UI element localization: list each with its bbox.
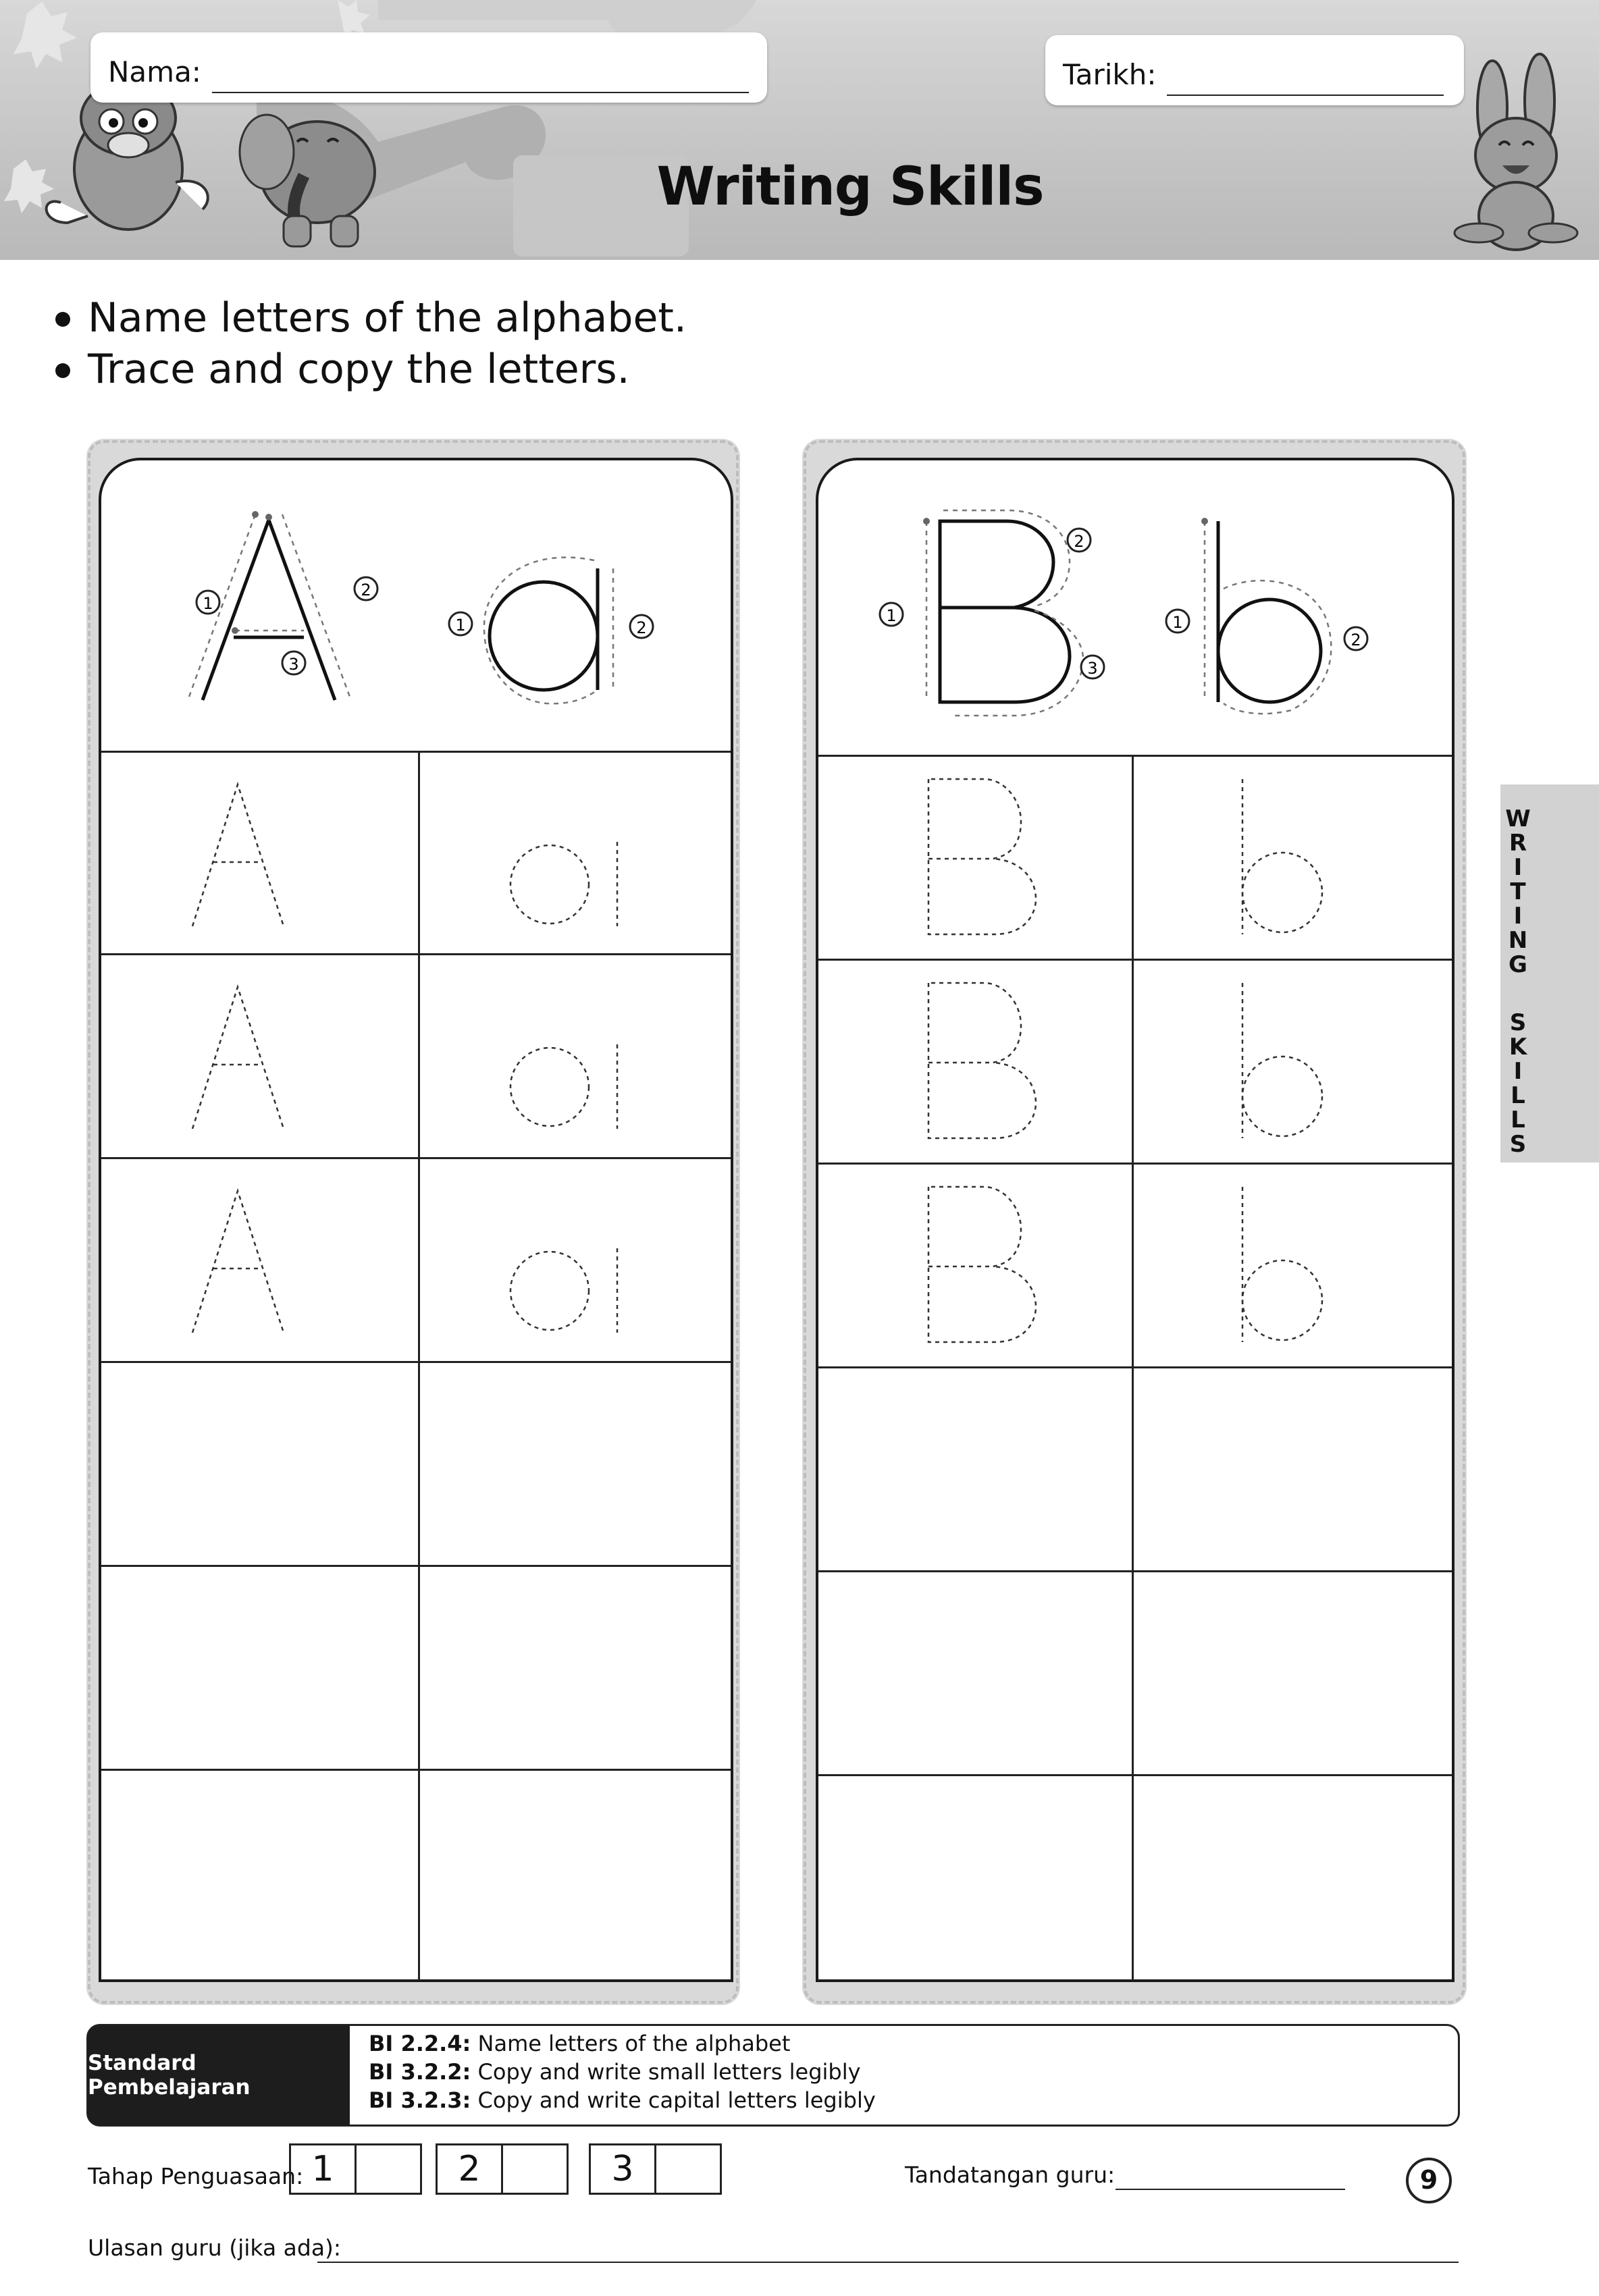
standard-text: Name letters of the alphabet — [471, 2031, 791, 2056]
model-small-letter — [1166, 518, 1367, 714]
mastery-level-checkbox[interactable] — [501, 2143, 569, 2195]
model-capital-letter — [880, 510, 1104, 716]
page-title: Writing Skills — [656, 157, 1044, 217]
side-tab-letter: S — [1509, 1131, 1527, 1158]
stroke-number: 3 — [288, 655, 299, 674]
name-write-line[interactable] — [212, 92, 749, 93]
name-label: Nama: — [108, 55, 201, 88]
date-field-box[interactable] — [1045, 35, 1464, 105]
practice-panel-b — [816, 458, 1454, 1982]
standard-item — [369, 2059, 861, 2085]
teacher-comment-line[interactable] — [317, 2262, 1459, 2263]
date-write-line[interactable] — [1167, 95, 1444, 96]
stroke-number: 1 — [203, 594, 213, 613]
side-tab-letter: W — [1505, 805, 1531, 832]
side-tab-letter: L — [1511, 1082, 1525, 1109]
mastery-level-number: 3 — [589, 2143, 656, 2195]
mastery-level-checkbox[interactable] — [355, 2143, 422, 2195]
instruction-text: Trace and copy the letters. — [88, 346, 630, 393]
stroke-number: 3 — [1087, 659, 1098, 678]
side-tab-letter: L — [1511, 1106, 1525, 1133]
name-field-box[interactable] — [90, 32, 767, 103]
stroke-number: 1 — [1172, 613, 1183, 632]
side-tab-letter: I — [1513, 903, 1523, 930]
bullet-icon — [55, 363, 70, 378]
practice-panel-a — [99, 458, 733, 1982]
teacher-signature-line[interactable] — [1116, 2189, 1345, 2190]
stroke-number: 2 — [636, 618, 647, 637]
standard-item — [369, 2031, 790, 2056]
stroke-number: 2 — [1074, 532, 1084, 551]
standard-text: Copy and write capital letters legibly — [471, 2087, 876, 2113]
mastery-level-label: Tahap Penguasaan: — [88, 2163, 304, 2189]
teacher-comment-label: Ulasan guru (jika ada): — [88, 2235, 342, 2261]
side-tab-letter: N — [1508, 927, 1528, 954]
standard-item — [369, 2087, 876, 2113]
standard-code: BI 2.2.4: — [369, 2031, 471, 2056]
date-label: Tarikh: — [1063, 58, 1157, 91]
standard-text: Copy and write small letters legibly — [471, 2059, 861, 2085]
side-tab-letter: R — [1509, 830, 1527, 857]
stroke-number: 1 — [886, 606, 897, 625]
side-tab-letter: S — [1509, 1009, 1527, 1036]
rabbit-character-icon — [1454, 54, 1577, 250]
trace-small-letters — [1242, 779, 1322, 1342]
side-tab-letter: I — [1513, 854, 1523, 881]
teacher-signature-label: Tandatangan guru: — [905, 2162, 1116, 2188]
standard-code: BI 3.2.2: — [369, 2059, 471, 2085]
letter-guides-b — [818, 460, 1452, 1981]
stroke-number: 2 — [1351, 631, 1361, 649]
trace-capital-letters — [928, 779, 1036, 1342]
trace-capital-letters — [192, 784, 284, 1333]
mastery-level-number: 2 — [436, 2143, 503, 2195]
instruction-item — [88, 346, 630, 393]
side-tab-letter: T — [1510, 878, 1526, 905]
bullet-icon — [55, 312, 70, 327]
side-tab-letter: I — [1513, 1058, 1523, 1085]
side-tab-letter: G — [1509, 951, 1527, 978]
stroke-number: 1 — [455, 616, 466, 635]
trace-small-letters — [510, 842, 617, 1333]
stroke-number: 2 — [361, 581, 371, 599]
letter-guides-a — [101, 460, 731, 1981]
model-capital-letter — [189, 511, 377, 700]
standard-code: BI 3.2.3: — [369, 2087, 471, 2113]
page-number: 9 — [1406, 2158, 1452, 2204]
instruction-item — [88, 294, 687, 342]
mastery-level-checkbox[interactable] — [654, 2143, 722, 2195]
side-tab-letter: K — [1509, 1034, 1527, 1061]
model-small-letter — [449, 558, 653, 704]
learning-standards-label: Standard Pembelajaran — [88, 2025, 350, 2125]
instruction-text: Name letters of the alphabet. — [88, 294, 687, 342]
mastery-level-number: 1 — [289, 2143, 357, 2195]
